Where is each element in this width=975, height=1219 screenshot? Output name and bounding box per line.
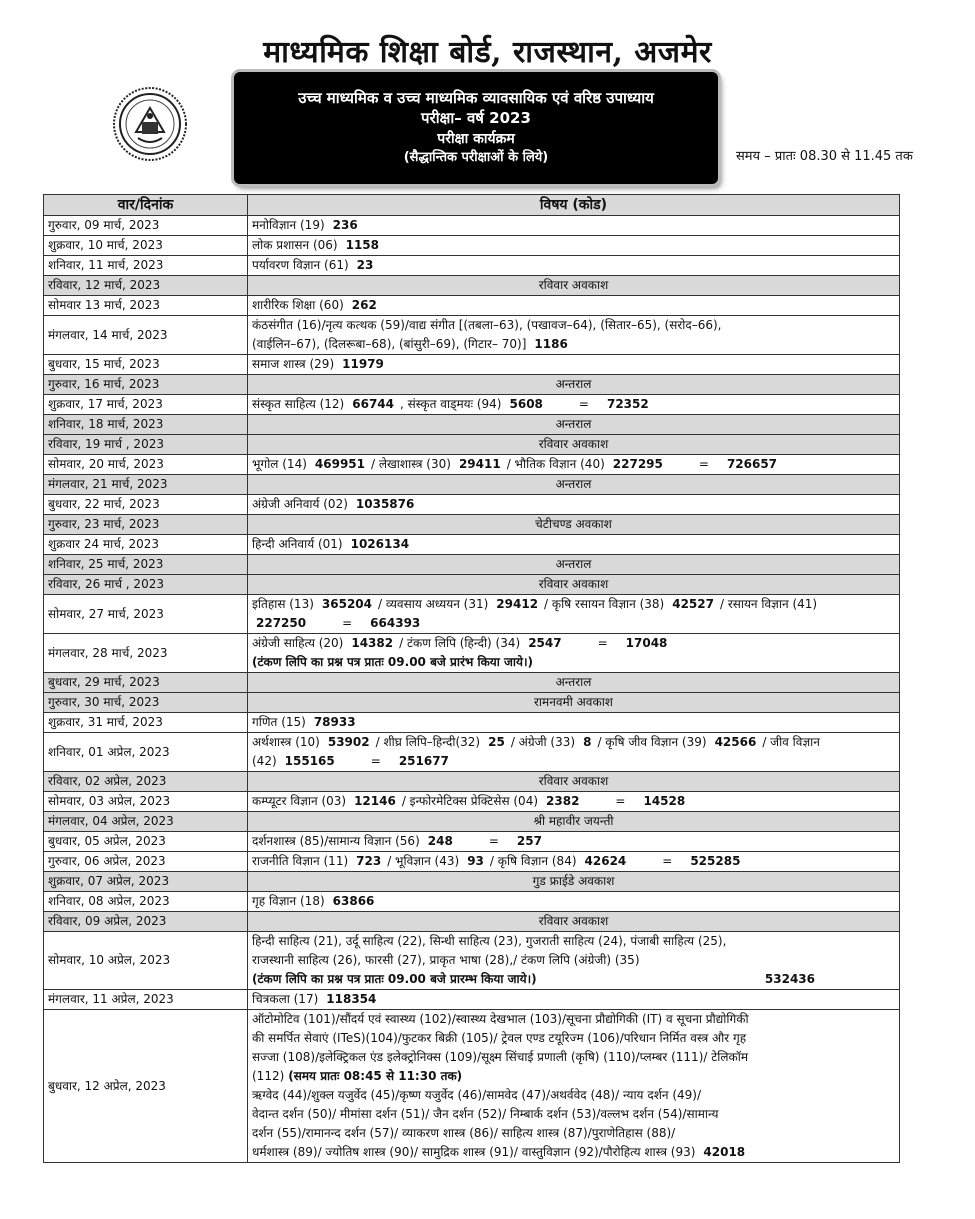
candidate-count: 2382: [546, 794, 580, 808]
holiday-label: रविवार अवकाश: [248, 912, 900, 932]
holiday-row: [44, 673, 900, 693]
exam-date: बुधवार, 22 मार्च, 2023: [44, 495, 248, 515]
candidate-count: 2547: [528, 636, 562, 650]
exam-date: शनिवार, 25 मार्च, 2023: [44, 555, 248, 575]
holiday-row: [44, 475, 900, 495]
exam-row: [44, 1010, 900, 1163]
subject-line: [252, 634, 895, 653]
exam-date: बुधवार, 05 अप्रेल, 2023: [44, 832, 248, 852]
candidate-count: 42018: [703, 1145, 746, 1159]
exam-note: (टंकण लिपि का प्रश्न पत्र प्रातः 09.00 बजे प्रारम्भ किया जाये।): [252, 972, 537, 986]
candidate-count: 236: [332, 218, 358, 232]
subject-line: [252, 216, 895, 235]
exam-subjects: [248, 595, 900, 634]
exam-subjects: [248, 852, 900, 872]
subject-line: [252, 395, 895, 414]
subject-line: [252, 614, 895, 633]
exam-date: गुरुवार, 06 अप्रेल, 2023: [44, 852, 248, 872]
holiday-label: अन्तराल: [248, 475, 900, 495]
candidate-count: 78933: [313, 715, 356, 729]
exam-date: रविवार, 12 मार्च, 2023: [44, 276, 248, 296]
exam-subjects: [248, 296, 900, 316]
holiday-label: रामनवमी अवकाश: [248, 693, 900, 713]
exam-date: सोमवार 13 मार्च, 2023: [44, 296, 248, 316]
subject-line: [252, 335, 895, 354]
subject-text: अर्थशास्त्र (10): [252, 735, 320, 749]
subject-text: राजस्थानी साहित्य (26), फारसी (27), प्राकृत भाषा (28),/ टंकण लिपि (अंग्रेजी) (35): [252, 953, 640, 967]
exam-row: [44, 535, 900, 555]
exam-title-banner: [234, 72, 718, 184]
subject-text: दर्शन (55)/रामानन्द दर्शन (57)/ व्याकरण शास्त्र (86)/ साहित्य शास्त्र (87)/पुराणेतिहास (88)/: [252, 1126, 676, 1140]
exam-subjects: [248, 792, 900, 812]
equals-sign: =: [597, 636, 608, 650]
exam-date: बुधवार, 29 मार्च, 2023: [44, 673, 248, 693]
subject-text: शारीरिक शिक्षा (60): [252, 298, 344, 312]
holiday-label: चेटीचण्ड अवकाश: [248, 515, 900, 535]
exam-date: सोमवार, 03 अप्रेल, 2023: [44, 792, 248, 812]
exam-time-note: समय – प्रातः 08.30 से 11.45 तक: [736, 149, 913, 164]
exam-subjects: [248, 832, 900, 852]
exam-date: शनिवार, 08 अप्रेल, 2023: [44, 892, 248, 912]
exam-date: रविवार, 02 अप्रेल, 2023: [44, 772, 248, 792]
holiday-row: [44, 772, 900, 792]
subject-line: [252, 892, 895, 911]
candidate-count: 8: [583, 735, 592, 749]
subject-line: [252, 1086, 895, 1105]
exam-date: शुक्रवार, 10 मार्च, 2023: [44, 236, 248, 256]
holiday-row: [44, 415, 900, 435]
exam-date: बुधवार, 15 मार्च, 2023: [44, 355, 248, 375]
subject-text: संस्कृत साहित्य (12): [252, 397, 345, 411]
subject-line: [252, 595, 895, 614]
exam-date: गुरुवार, 23 मार्च, 2023: [44, 515, 248, 535]
candidate-count: 155165: [284, 754, 335, 768]
subject-line: [252, 296, 895, 315]
banner-line-4: (सैद्धान्तिक परीक्षाओं के लिये): [403, 150, 549, 165]
candidate-count: 53902: [327, 735, 370, 749]
exam-date: शुक्रवार, 31 मार्च, 2023: [44, 713, 248, 733]
exam-subjects: [248, 236, 900, 256]
subject-text: इतिहास (13): [252, 597, 314, 611]
subject-line: [252, 495, 895, 514]
exam-date: मंगलवार, 21 मार्च, 2023: [44, 475, 248, 495]
subject-text: ऋग्वेद (44)/शुक्ल यजुर्वेद (45)/कृष्ण यजुर्वेद (46)/सामवेद (47)/अथर्ववेद (48)/ न्याय दर्शन (49)/: [252, 1088, 702, 1102]
subject-text: कंठसंगीत (16)/नृत्य कत्थक (59)/वाद्य संगीत [(तबला–63), (पखावज–64), (सितार–65), (सरोद–66),: [252, 318, 722, 332]
exam-subjects: [248, 1010, 900, 1163]
candidate-count: 72352: [606, 397, 649, 411]
exam-row: [44, 216, 900, 236]
exam-row: [44, 892, 900, 912]
subject-text: / टंकण लिपि (हिन्दी) (34): [399, 636, 521, 650]
exam-subjects: [248, 395, 900, 415]
exam-subjects: [248, 892, 900, 912]
schedule-body: [44, 216, 900, 1163]
equals-sign: =: [488, 834, 499, 848]
exam-date: रविवार, 26 मार्च , 2023: [44, 575, 248, 595]
subject-text: चित्रकला (17): [252, 992, 319, 1006]
exam-note: (समय प्रातः 08:45 से 11:30 तक): [288, 1069, 463, 1083]
exam-row: [44, 733, 900, 772]
candidate-count: 29412: [496, 597, 539, 611]
subject-line: [252, 1143, 895, 1162]
holiday-row: [44, 375, 900, 395]
exam-row: [44, 792, 900, 812]
column-header-subject: विषय (कोड): [248, 195, 900, 216]
exam-row: [44, 236, 900, 256]
board-seal-icon: [112, 86, 188, 162]
subject-text: समाज शास्त्र (29): [252, 357, 335, 371]
subject-text: / कृषि रसायन विज्ञान (38): [544, 597, 665, 611]
holiday-row: [44, 693, 900, 713]
subject-text: / शीघ्र लिपि–हिन्दी(32): [375, 735, 481, 749]
exam-date: शनिवार, 11 मार्च, 2023: [44, 256, 248, 276]
candidate-count: 723: [356, 854, 382, 868]
subject-text: / इन्फोरमेटिक्स प्रेक्टिसेस (04): [401, 794, 539, 808]
subject-line: [252, 832, 895, 851]
exam-date: मंगलवार, 14 मार्च, 2023: [44, 316, 248, 355]
holiday-row: [44, 435, 900, 455]
holiday-row: [44, 575, 900, 595]
exam-date: मंगलवार, 11 अप्रेल, 2023: [44, 990, 248, 1010]
subject-text: की समर्पित सेवाएं (ITeS)(104)/फुटकर बिक्री (105)/ ट्रेवल एण्ड टयूरिज्म (106)/परिधान निर्मित वस्त्र और गृह: [252, 1031, 747, 1045]
subject-line: [252, 970, 895, 989]
subject-text: (112): [252, 1069, 285, 1083]
column-header-date: वार/दिनांक: [44, 195, 248, 216]
subject-text: / जीव विज्ञान: [762, 735, 820, 749]
subject-line: [252, 1029, 895, 1048]
exam-subjects: [248, 495, 900, 515]
exam-date: रविवार, 19 मार्च , 2023: [44, 435, 248, 455]
exam-subjects: [248, 216, 900, 236]
candidate-count: 12146: [354, 794, 396, 808]
holiday-row: [44, 515, 900, 535]
candidate-count: 29411: [458, 457, 501, 471]
subject-text: / कृषि विज्ञान (84): [489, 854, 577, 868]
holiday-row: [44, 872, 900, 892]
candidate-count: 42527: [672, 597, 714, 611]
subject-text: / भौतिक विज्ञान (40): [506, 457, 605, 471]
exam-row: [44, 395, 900, 415]
exam-row: [44, 990, 900, 1010]
subject-line: [252, 1124, 895, 1143]
holiday-label: अन्तराल: [248, 415, 900, 435]
subject-text: , संस्कृत वाड्मयः (94): [400, 397, 502, 411]
subject-text: सज्जा (108)/इलेक्ट्रिकल एंड इलेक्ट्रोनिक्स (109)/सूक्ष्म सिंचाई प्रणाली (कृषि) (110)/प्लम्बर (111)/ टेलिकॉम: [252, 1050, 749, 1064]
exam-date: शुक्रवार 24 मार्च, 2023: [44, 535, 248, 555]
exam-date: सोमवार, 10 अप्रेल, 2023: [44, 932, 248, 990]
subject-text: भूगोल (14): [252, 457, 307, 471]
candidate-count: 42566: [714, 735, 757, 749]
equals-sign: =: [698, 457, 709, 471]
subject-text: ऑटोमोटिव (101)/सौंदर्य एवं स्वास्थ्य (102)/स्वास्थ्य देखभाल (103)/सूचना प्रौद्योगिकी (IT) व सूचना प्रौद्योगिकी: [252, 1012, 749, 1026]
subject-line: [252, 1010, 895, 1029]
candidate-count: 1158: [345, 238, 379, 252]
exam-subjects: [248, 455, 900, 475]
exam-date: गुरुवार, 09 मार्च, 2023: [44, 216, 248, 236]
candidate-count: 66744: [352, 397, 394, 411]
equals-sign: =: [342, 616, 353, 630]
subject-line: [252, 1105, 895, 1124]
subject-text: अंग्रेजी अनिवार्य (02): [252, 497, 348, 511]
subject-line: [252, 653, 895, 672]
exam-subjects: [248, 355, 900, 375]
subject-line: [252, 1067, 895, 1086]
exam-date: बुधवार, 12 अप्रेल, 2023: [44, 1010, 248, 1163]
exam-subjects: [248, 316, 900, 355]
candidate-count: 257: [516, 834, 542, 848]
exam-row: [44, 713, 900, 733]
subject-line: [252, 932, 895, 951]
candidate-count: 118354: [326, 992, 377, 1006]
subject-text: / लेखाशास्त्र (30): [371, 457, 451, 471]
candidate-total: 532436: [764, 972, 815, 986]
exam-schedule-table: [43, 194, 900, 1163]
exam-row: [44, 495, 900, 515]
holiday-label: रविवार अवकाश: [248, 772, 900, 792]
candidate-count: 227295: [612, 457, 663, 471]
exam-subjects: [248, 733, 900, 772]
candidate-count: 227250: [256, 616, 307, 630]
exam-date: शनिवार, 18 मार्च, 2023: [44, 415, 248, 435]
subject-line: [252, 733, 895, 752]
exam-date: गुरुवार, 16 मार्च, 2023: [44, 375, 248, 395]
subject-line: [252, 256, 895, 275]
exam-row: [44, 852, 900, 872]
equals-sign: =: [370, 754, 381, 768]
subject-text: / रसायन विज्ञान (41): [719, 597, 818, 611]
candidate-count: 17048: [625, 636, 668, 650]
candidate-count: 23: [356, 258, 374, 272]
subject-text: अंग्रेजी साहित्य (20): [252, 636, 344, 650]
candidate-count: 25: [488, 735, 505, 749]
subject-line: [252, 355, 895, 374]
exam-date: शुक्रवार, 07 अप्रेल, 2023: [44, 872, 248, 892]
holiday-label: अन्तराल: [248, 555, 900, 575]
subject-line: [252, 535, 895, 554]
subject-line: [252, 792, 895, 811]
holiday-label: रविवार अवकाश: [248, 276, 900, 296]
exam-row: [44, 595, 900, 634]
exam-date: सोमवार, 27 मार्च, 2023: [44, 595, 248, 634]
subject-line: [252, 316, 895, 335]
subject-text: हिन्दी अनिवार्य (01): [252, 537, 343, 551]
subject-text: (42): [252, 754, 277, 768]
exam-subjects: [248, 535, 900, 555]
holiday-label: रविवार अवकाश: [248, 575, 900, 595]
exam-row: [44, 932, 900, 990]
subject-line: [252, 951, 895, 970]
board-title: माध्यमिक शिक्षा बोर्ड, राजस्थान, अजमेर: [263, 35, 712, 70]
holiday-label: रविवार अवकाश: [248, 435, 900, 455]
subject-text: / भूविज्ञान (43): [387, 854, 460, 868]
exam-date: गुरुवार, 30 मार्च, 2023: [44, 693, 248, 713]
exam-subjects: [248, 256, 900, 276]
exam-row: [44, 355, 900, 375]
subject-text: (वाईलिन–67), (दिलरूबा–68), (बांसुरी–69), (गिटार– 70)]: [252, 337, 527, 351]
subject-line: [252, 455, 895, 474]
exam-row: [44, 316, 900, 355]
exam-date: मंगलवार, 04 अप्रेल, 2023: [44, 812, 248, 832]
subject-text: मनोविज्ञान (19): [252, 218, 325, 232]
holiday-label: गुड फ्राईडे अवकाश: [248, 872, 900, 892]
candidate-count: 14528: [643, 794, 686, 808]
exam-note: (टंकण लिपि का प्रश्न पत्र प्रातः 09.00 बजे प्रारंभ किया जाये।): [252, 655, 534, 669]
candidate-count: 525285: [690, 854, 741, 868]
subject-text: लोक प्रशासन (06): [252, 238, 338, 252]
exam-date: मंगलवार, 28 मार्च, 2023: [44, 634, 248, 673]
exam-date: रविवार, 09 अप्रेल, 2023: [44, 912, 248, 932]
subject-text: हिन्दी साहित्य (21), उर्दू साहित्य (22), सिन्धी साहित्य (23), गुजराती साहित्य (24), पंजाबी साहित्य (25),: [252, 934, 727, 948]
candidate-count: 726657: [726, 457, 778, 471]
subject-text: वेदान्त दर्शन (50)/ मीमांसा दर्शन (51)/ जैन दर्शन (52)/ निम्बार्क दर्शन (53)/वल्लभ दर्शन (54)/सामान्य: [252, 1107, 719, 1121]
subject-line: [252, 236, 895, 255]
candidate-count: 251677: [398, 754, 449, 768]
holiday-label: अन्तराल: [248, 375, 900, 395]
subject-text: गृह विज्ञान (18): [252, 894, 325, 908]
subject-text: गणित (15): [252, 715, 306, 729]
candidate-count: 365204: [321, 597, 372, 611]
equals-sign: =: [578, 397, 589, 411]
subject-text: दर्शनशास्त्र (85)/सामान्य विज्ञान (56): [252, 834, 420, 848]
candidate-count: 1035876: [355, 497, 415, 511]
subject-text: / व्यवसाय अध्ययन (31): [378, 597, 489, 611]
table-header-row: [44, 195, 900, 216]
banner-line-2: परीक्षा– वर्ष 2023: [421, 109, 531, 127]
holiday-row: [44, 555, 900, 575]
subject-text: पर्यावरण विज्ञान (61): [252, 258, 349, 272]
subject-line: [252, 852, 895, 871]
candidate-count: 469951: [314, 457, 365, 471]
candidate-count: 248: [427, 834, 453, 848]
holiday-row: [44, 812, 900, 832]
subject-text: / अंग्रेजी (33): [510, 735, 576, 749]
subject-text: कम्प्यूटर विज्ञान (03): [252, 794, 347, 808]
banner-line-3: परीक्षा कार्यक्रम: [437, 131, 515, 147]
candidate-count: 262: [351, 298, 377, 312]
equals-sign: =: [662, 854, 673, 868]
candidate-count: 63866: [332, 894, 375, 908]
exam-date: शनिवार, 01 अप्रेल, 2023: [44, 733, 248, 772]
banner-line-1: उच्च माध्यमिक व उच्च माध्यमिक व्यावसायिक एवं वरिष्ठ उपाध्याय: [298, 89, 654, 107]
subject-line: [252, 1048, 895, 1067]
exam-subjects: [248, 932, 900, 990]
exam-subjects: [248, 713, 900, 733]
candidate-count: 1186: [534, 337, 568, 351]
exam-row: [44, 832, 900, 852]
subject-text: / कृषि जीव विज्ञान (39): [597, 735, 707, 749]
exam-date: शुक्रवार, 17 मार्च, 2023: [44, 395, 248, 415]
candidate-count: 664393: [370, 616, 421, 630]
subject-line: [252, 713, 895, 732]
exam-subjects: [248, 990, 900, 1010]
candidate-count: 42624: [584, 854, 627, 868]
exam-row: [44, 256, 900, 276]
candidate-count: 1026134: [350, 537, 410, 551]
holiday-row: [44, 276, 900, 296]
subject-text: धर्मशास्त्र (89)/ ज्योतिष शास्त्र (90)/ सामुद्रिक शास्त्र (91)/ वास्तुविज्ञान (92)/पौरोहित्य शास्त्र (93): [252, 1145, 696, 1159]
subject-line: [252, 990, 895, 1009]
candidate-count: 14382: [351, 636, 394, 650]
candidate-count: 93: [467, 854, 484, 868]
exam-row: [44, 634, 900, 673]
holiday-label: श्री महावीर जयन्ती: [248, 812, 900, 832]
holiday-row: [44, 912, 900, 932]
holiday-label: अन्तराल: [248, 673, 900, 693]
candidate-count: 11979: [342, 357, 384, 371]
exam-row: [44, 455, 900, 475]
exam-row: [44, 296, 900, 316]
exam-date: सोमवार, 20 मार्च, 2023: [44, 455, 248, 475]
candidate-count: 5608: [509, 397, 543, 411]
subject-line: [252, 752, 895, 771]
equals-sign: =: [615, 794, 626, 808]
exam-subjects: [248, 634, 900, 673]
subject-text: राजनीति विज्ञान (11): [252, 854, 349, 868]
